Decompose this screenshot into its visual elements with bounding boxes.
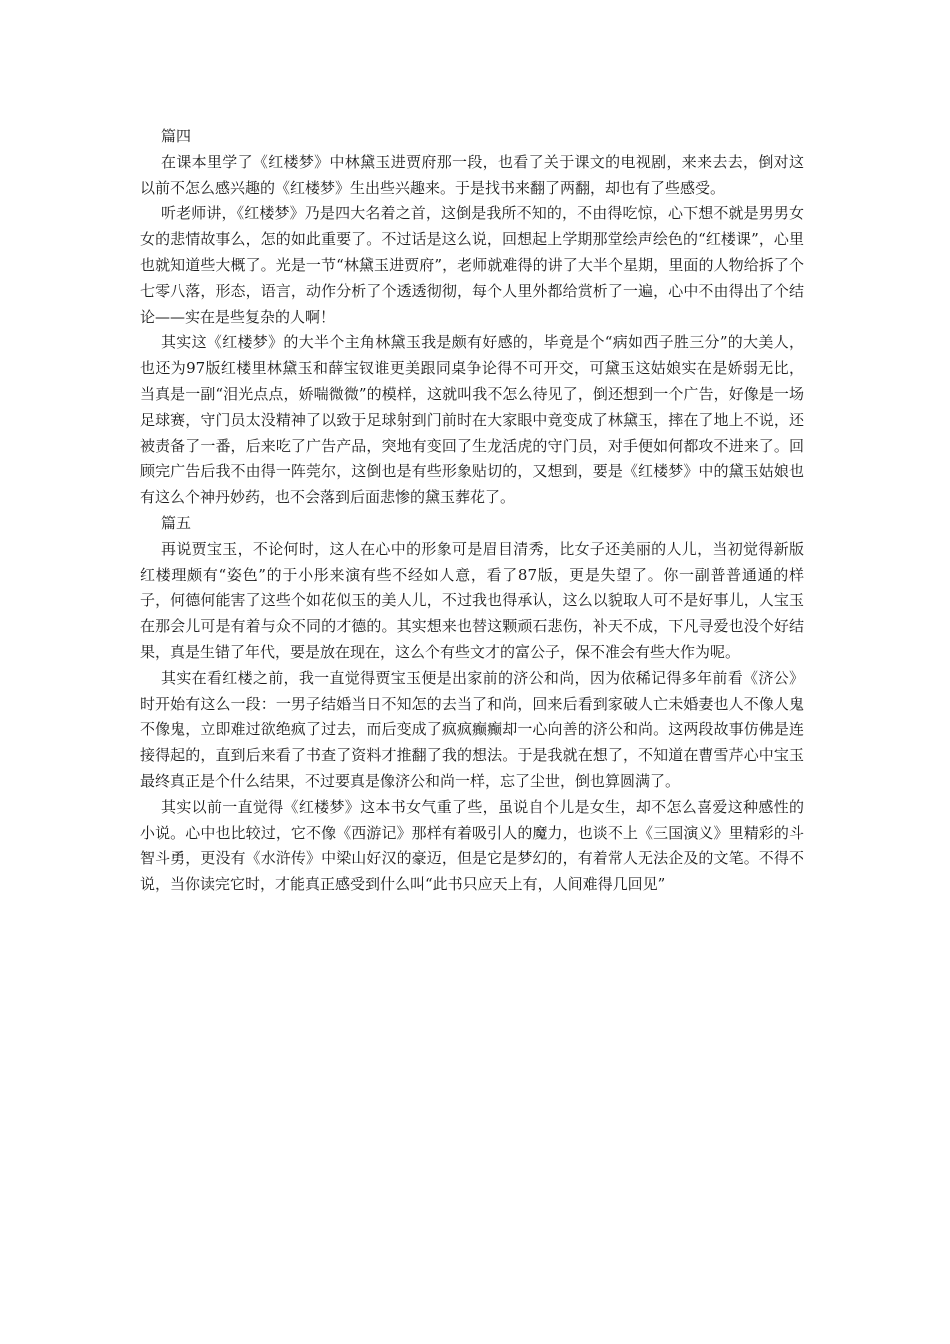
paragraph: 其实以前一直觉得《红楼梦》这本书女气重了些，虽说自个儿是女生，却不怎么喜爱这种感性的小说。心中也比较过，它不像《西游记》那样有着吸引人的魔力，也谈不上《三国演义》里精彩的斗智斗勇，更没有《水浒传》中梁山好汉的豪迈，但是它是梦幻的，有着常人无法企及的文笔。不得不说，当你读完它时，才能真正感受到什么叫“此书只应天上有，人间难得几回见”: [140, 797, 804, 894]
section-4: [140, 124, 804, 511]
document-page: [140, 124, 804, 898]
paragraph: 其实这《红楼梦》的大半个主角林黛玉我是颇有好感的，毕竟是个“病如西子胜三分”的大美人，也还为97版红楼里林黛玉和薛宝钗谁更美跟同桌争论得不可开交，可黛玉这姑娘实在是娇弱无比，当真是一副“泪光点点，娇喘微微”的模样，这就叫我不怎么待见了，倒还想到一个广告，好像是一场足球赛，守门员太没精神了以致于足球射到门前时在大家眼中竟变成了林黛玉，摔在了地上不说，还被责备了一番，后来吃了广告产品，突地有变回了生龙活虎的守门员，对手便如何都攻不进来了。回顾完广告后我不由得一阵莞尔，这倒也是有些形象贴切的，又想到，要是《红楼梦》中的黛玉姑娘也有这么个神丹妙药，也不会落到后面悲惨的黛玉葬花了。: [140, 333, 804, 507]
section-heading: 篇四: [161, 127, 192, 145]
paragraph: 听老师讲，《红楼梦》乃是四大名着之首，这倒是我所不知的，不由得吃惊，心下想不就是男男女女的悲情故事么，怎的如此重要了。不过话是这么说，回想起上学期那堂绘声绘色的“红楼课”，心里也就知道些大概了。光是一节“林黛玉进贾府”，老师就难得的讲了大半个星期，里面的人物给拆了个七零八落，形态，语言，动作分析了个透透彻彻，每个人里外都给赏析了一遍，心中不由得出了个结论——实在是些复杂的人啊！: [140, 204, 804, 326]
paragraph: 其实在看红楼之前，我一直觉得贾宝玉便是出家前的济公和尚，因为依稀记得多年前看《济公》时开始有这么一段：一男子结婚当日不知怎的去当了和尚，回来后看到家破人亡未婚妻也人不像人鬼不像鬼，立即难过欲绝疯了过去，而后变成了疯疯癫癫却一心向善的济公和尚。这两段故事仿佛是连接得起的，直到后来看了书查了资料才推翻了我的想法。于是我就在想了，不知道在曹雪芹心中宝玉最终真正是个什么结果，不过要真是像济公和尚一样，忘了尘世，倒也算圆满了。: [140, 668, 804, 790]
paragraph: 在课本里学了《红楼梦》中林黛玉进贾府那一段，也看了关于课文的电视剧，来来去去，倒对这以前不怎么感兴趣的《红楼梦》生出些兴趣来。于是找书来翻了两翻，却也有了些感受。: [140, 152, 804, 197]
section-heading: 篇五: [161, 513, 192, 532]
section-5: [140, 511, 804, 898]
paragraph: 再说贾宝玉，不论何时，这人在心中的形象可是眉目清秀，比女子还美丽的人儿，当初觉得新版红楼理颇有“姿色”的于小彤来演有些不经如人意，看了87版，更是失望了。你一副普普通通的样子，何德何能害了这些个如花似玉的美人儿，不过我也得承认，这么以貌取人可不是好事儿，人宝玉在那会儿可是有着与众不同的才德的。其实想来也替这颗顽石悲伤，补天不成，下凡寻爱也没个好结果，真是生错了年代，要是放在现在，这么个有些文才的富公子，保不准会有些大作为呢。: [140, 539, 804, 661]
